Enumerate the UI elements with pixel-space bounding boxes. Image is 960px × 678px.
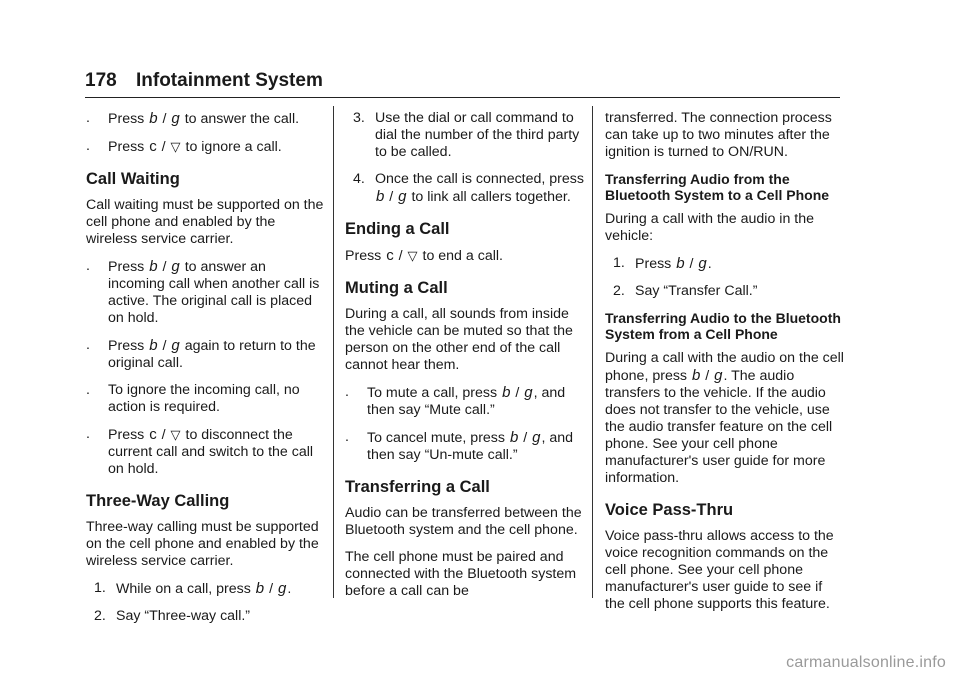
heading-transferring: Transferring a Call (345, 478, 490, 496)
paragraph: Three-way calling must be supported on the cell phone and enabled by the wireless service carrier. (86, 519, 319, 569)
step-2: 2. Say “Transfer Call.” (613, 283, 758, 299)
paragraph: During a call, all sounds from inside the vehicle can be muted so that the person on the other end of the call cannot hear them. (345, 306, 573, 373)
call-icon: b (691, 367, 701, 384)
section-title: Infotainment System (135, 70, 323, 91)
step-1: 1. While on a call, press b / g. (94, 580, 292, 597)
paragraph: During a call with the audio in the vehicle: (605, 211, 814, 244)
call-icon: b (149, 258, 158, 275)
column-1 (86, 110, 326, 635)
end-call-icon: c (386, 247, 394, 264)
paragraph: Press c / ▽ to end a call. (345, 247, 503, 264)
heading-call-waiting: Call Waiting (86, 170, 180, 188)
talk-icon: g (277, 580, 287, 597)
bullet-mute: . To mute a call, press b / g, and then say “Mute call.” (345, 384, 566, 418)
talk-icon: g (171, 110, 180, 127)
mute-icon: ▽ (407, 248, 418, 263)
heading-muting: Muting a Call (345, 279, 448, 297)
heading-voice-pass-thru: Voice Pass-Thru (605, 501, 734, 519)
paragraph: Audio can be transferred between the Bluetooth system and the cell phone. (345, 505, 582, 538)
heading-three-way: Three-Way Calling (86, 492, 230, 510)
bullet-disconnect: . Press c / ▽ to disconnect the current call and switch to the call on hold. (86, 426, 314, 477)
column-2 (345, 110, 585, 610)
call-icon: b (255, 580, 265, 597)
talk-icon: g (398, 188, 407, 205)
paragraph: During a call with the audio on the cell phone, press b / g. The audio transfers to the vehicle. If the audio does not transfer to the vehicle, use the audio transfer feature on the cell phone. See your cell phone manufacturer's user guide for more information. (605, 350, 844, 486)
call-icon: b (502, 384, 511, 401)
talk-icon: g (532, 429, 541, 446)
bullet-return: . Press b / g again to return to the original call. (86, 337, 316, 371)
mute-icon: ▽ (170, 139, 181, 154)
step-3: 3. Use the dial or call command to dial the number of the third party to be called. (353, 110, 580, 160)
watermark: carmanualsonline.info (786, 654, 946, 671)
bullet-ignore-incoming: . To ignore the incoming call, no action is required. (86, 382, 300, 415)
heading-cell-to-bt: Transferring Audio to the Bluetooth System from a Cell Phone (605, 310, 841, 342)
bullet-answer: . Press b / g to answer the call. (86, 110, 300, 127)
column-divider-1 (333, 106, 334, 598)
column-divider-2 (592, 106, 593, 598)
step-2: 2. Say “Three-way call.” (94, 608, 251, 624)
end-call-icon: c (149, 426, 157, 443)
paragraph: Voice pass-thru allows access to the voice recognition commands on the cell phone. See your cell phone manufacturer's user guide to see if the cell phone supports this feature. (605, 528, 834, 612)
bullet-ignore: . Press c / ▽ to ignore a call. (86, 138, 282, 155)
step-4: 4. Once the call is connected, press b / g to link all callers together. (353, 171, 584, 205)
call-icon: b (376, 188, 385, 205)
heading-ending: Ending a Call (345, 220, 450, 238)
bullet-answer-incoming: . Press b / g to answer an incoming call when another call is active. The original call is placed on hold. (86, 258, 320, 326)
end-call-icon: c (149, 138, 157, 155)
call-icon: b (149, 337, 158, 354)
talk-icon: g (524, 384, 533, 401)
bullet-unmute: . To cancel mute, press b / g, and then say “Un-mute call.” (345, 429, 574, 463)
call-icon: b (149, 110, 158, 127)
call-icon: b (509, 429, 519, 446)
paragraph: transferred. The connection process can take up to two minutes after the ignition is turned to ON/RUN. (605, 110, 832, 160)
column-3 (605, 110, 845, 623)
paragraph: The cell phone must be paired and connected with the Bluetooth system before a call can be (345, 549, 577, 599)
talk-icon: g (714, 367, 723, 384)
call-icon: b (676, 255, 685, 272)
heading-bt-to-cell: Transferring Audio from the Bluetooth System to a Cell Phone (605, 171, 830, 203)
mute-icon: ▽ (170, 427, 181, 442)
page-number: 178 (85, 70, 117, 91)
talk-icon: g (171, 258, 180, 275)
page-header (85, 70, 323, 92)
talk-icon: g (171, 337, 180, 354)
paragraph: Call waiting must be supported on the cell phone and enabled by the wireless service carrier. (86, 197, 324, 247)
step-1: 1. Press b / g. (613, 255, 712, 272)
talk-icon: g (698, 255, 707, 272)
header-rule (85, 97, 840, 98)
